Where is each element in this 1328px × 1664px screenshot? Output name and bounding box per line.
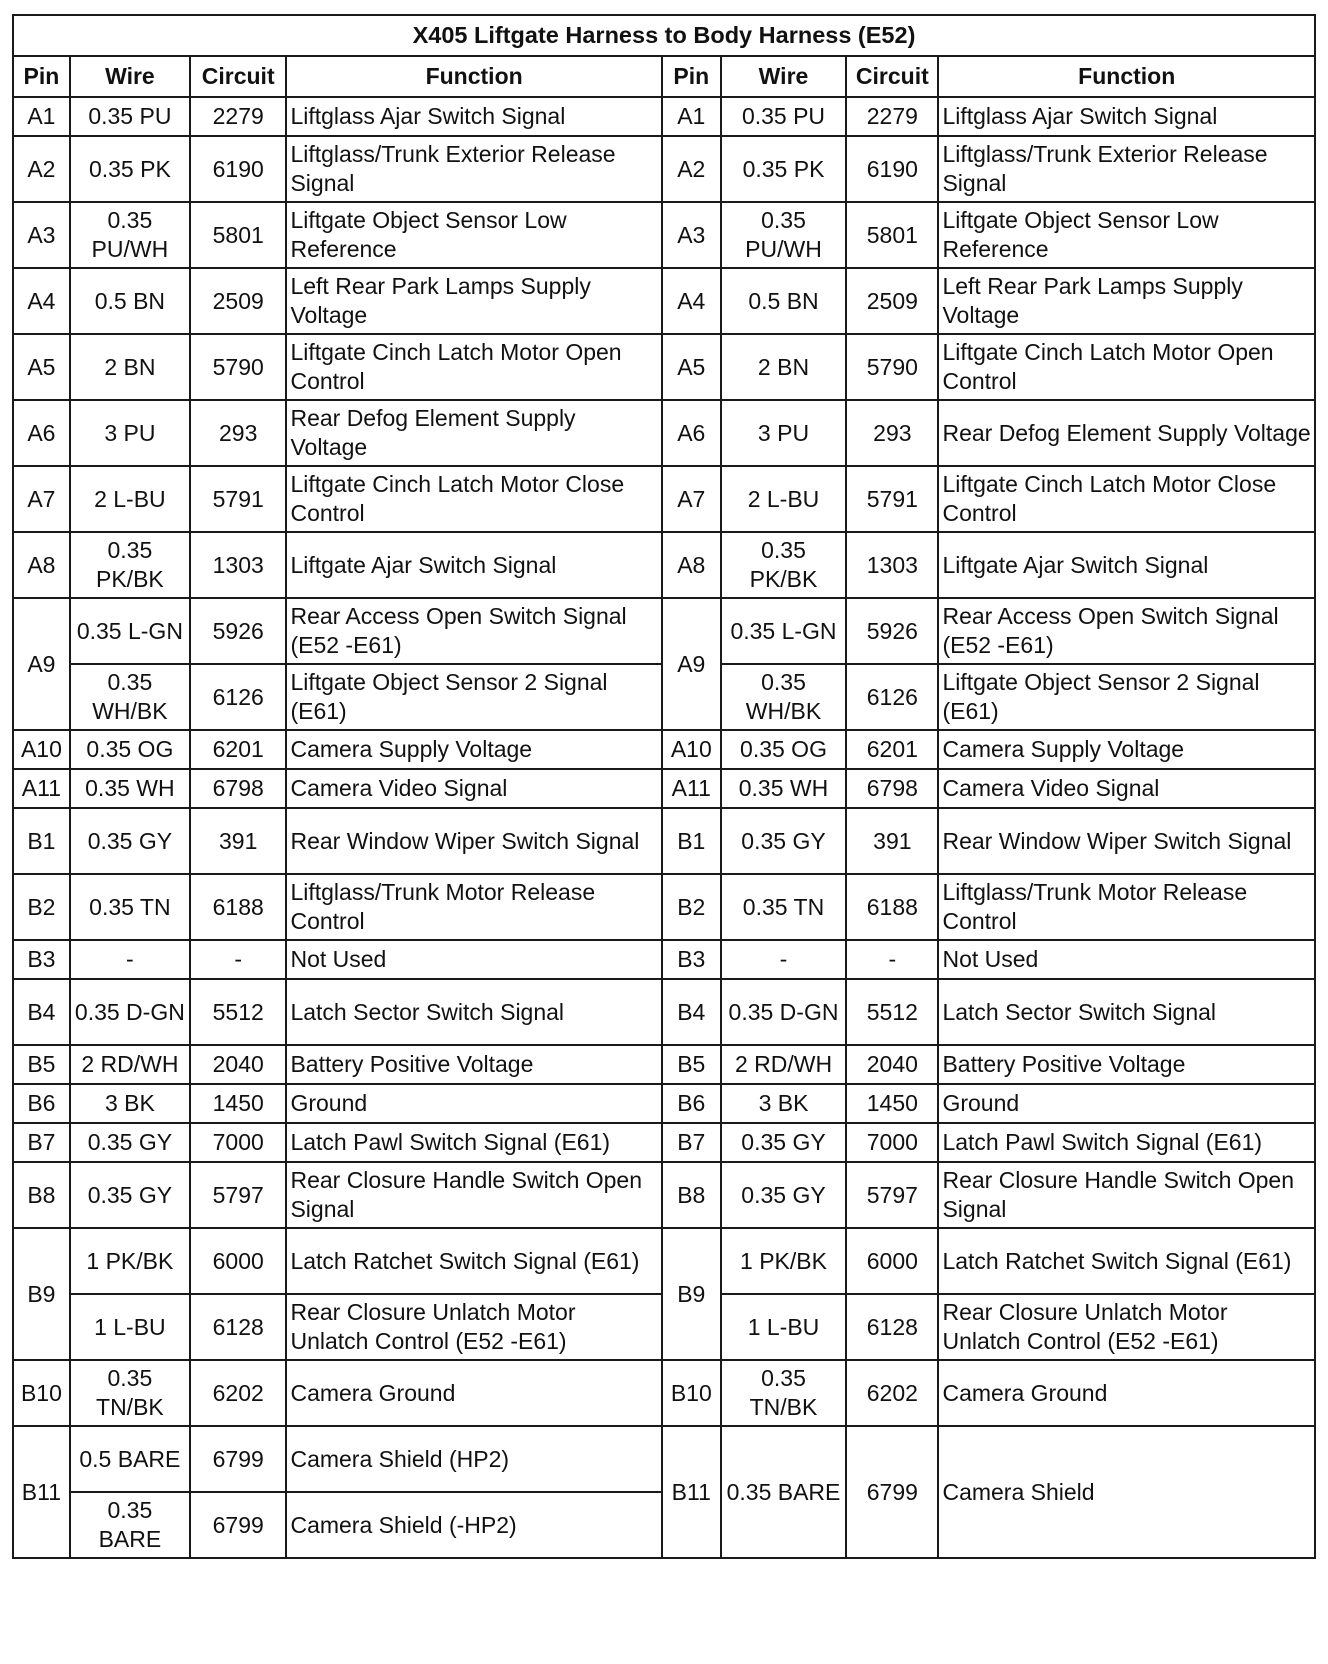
pin-cell: A4 [662,268,721,334]
pin-cell: B1 [13,808,70,874]
wire-cell: 1 PK/BK [721,1228,846,1294]
circuit-cell: - [846,940,938,979]
function-cell: Liftgate Cinch Latch Motor Open Control [938,334,1315,400]
table-row [13,1426,1315,1492]
wire-cell: 0.35 GY [70,1123,190,1162]
pin-cell: B4 [13,979,70,1045]
table-row [13,136,1315,202]
function-cell: Camera Shield (-HP2) [286,1492,661,1558]
pin-cell: A2 [662,136,721,202]
pin-cell: B1 [662,808,721,874]
table-row [13,1084,1315,1123]
circuit-cell: 6798 [846,769,938,808]
circuit-cell: 6202 [190,1360,287,1426]
wire-cell: 0.35 GY [721,808,846,874]
circuit-cell: 5797 [846,1162,938,1228]
wire-cell: 2 RD/WH [70,1045,190,1084]
wire-cell: 0.35 GY [70,808,190,874]
circuit-cell: 6000 [190,1228,287,1294]
pin-cell: B10 [662,1360,721,1426]
circuit-cell: 5790 [846,334,938,400]
function-cell: Liftgate Cinch Latch Motor Close Control [938,466,1315,532]
pin-cell: A9 [662,598,721,730]
wire-cell: 0.35 D-GN [70,979,190,1045]
pin-cell: A9 [13,598,70,730]
function-cell: Rear Defog Element Supply Voltage [938,400,1315,466]
function-cell: Latch Pawl Switch Signal (E61) [938,1123,1315,1162]
wire-cell: 2 L-BU [721,466,846,532]
table-row [13,874,1315,940]
circuit-cell: 6202 [846,1360,938,1426]
circuit-cell: 6201 [190,730,287,769]
wire-cell: 3 PU [721,400,846,466]
wire-cell: 3 BK [721,1084,846,1123]
function-cell: Camera Ground [286,1360,661,1426]
function-cell: Latch Sector Switch Signal [938,979,1315,1045]
circuit-cell: 2509 [190,268,287,334]
pin-cell: A3 [13,202,70,268]
pin-cell: A6 [13,400,70,466]
wire-cell: 1 PK/BK [70,1228,190,1294]
function-cell: Liftglass/Trunk Exterior Release Signal [286,136,661,202]
function-cell: Not Used [938,940,1315,979]
pin-cell: A2 [13,136,70,202]
function-cell: Liftglass/Trunk Motor Release Control [286,874,661,940]
function-cell: Liftgate Ajar Switch Signal [938,532,1315,598]
pin-cell: A5 [662,334,721,400]
wire-cell: 2 BN [721,334,846,400]
wire-cell: 0.35 L-GN [70,598,190,664]
pin-cell: A7 [662,466,721,532]
function-cell: Camera Video Signal [938,769,1315,808]
wire-cell: 3 BK [70,1084,190,1123]
function-cell: Rear Closure Unlatch Motor Unlatch Control (E52 -E61) [286,1294,661,1360]
pin-cell: B7 [662,1123,721,1162]
pin-cell: B9 [13,1228,70,1360]
function-cell: Left Rear Park Lamps Supply Voltage [286,268,661,334]
pin-cell: B6 [662,1084,721,1123]
wire-cell: 0.35 TN [70,874,190,940]
function-cell: Camera Supply Voltage [286,730,661,769]
circuit-cell: 6128 [846,1294,938,1360]
circuit-cell: 1303 [846,532,938,598]
table-row [13,940,1315,979]
circuit-cell: 2279 [846,97,938,136]
header-pin-right: Pin [662,56,721,97]
function-cell: Camera Ground [938,1360,1315,1426]
circuit-cell: 2279 [190,97,287,136]
pin-cell: A1 [662,97,721,136]
function-cell: Latch Ratchet Switch Signal (E61) [286,1228,661,1294]
circuit-cell: 5791 [846,466,938,532]
pin-cell: B3 [13,940,70,979]
pin-cell: B11 [662,1426,721,1558]
header-wire-left: Wire [70,56,190,97]
wire-cell: 2 L-BU [70,466,190,532]
pin-cell: A8 [13,532,70,598]
circuit-cell: 6190 [190,136,287,202]
pin-cell: B2 [662,874,721,940]
circuit-cell: - [190,940,287,979]
function-cell: Liftgate Object Sensor 2 Signal (E61) [938,664,1315,730]
wire-cell: 0.5 BN [721,268,846,334]
pin-cell: B6 [13,1084,70,1123]
pin-cell: B8 [13,1162,70,1228]
pin-cell: A3 [662,202,721,268]
document-page [12,14,1316,1559]
circuit-cell: 7000 [190,1123,287,1162]
function-cell: Latch Sector Switch Signal [286,979,661,1045]
wire-cell: 0.35 GY [70,1162,190,1228]
circuit-cell: 6190 [846,136,938,202]
wire-cell: 0.35 BARE [70,1492,190,1558]
function-cell: Left Rear Park Lamps Supply Voltage [938,268,1315,334]
circuit-cell: 293 [846,400,938,466]
wire-cell: 0.5 BARE [70,1426,190,1492]
function-cell: Rear Closure Handle Switch Open Signal [938,1162,1315,1228]
wire-cell: 0.35 PU/WH [70,202,190,268]
function-cell: Liftgate Cinch Latch Motor Open Control [286,334,661,400]
table-row [13,769,1315,808]
circuit-cell: 6188 [846,874,938,940]
function-cell: Rear Access Open Switch Signal (E52 -E61) [286,598,661,664]
wire-cell: 3 PU [70,400,190,466]
function-cell: Latch Pawl Switch Signal (E61) [286,1123,661,1162]
function-cell: Camera Video Signal [286,769,661,808]
wire-cell: - [721,940,846,979]
table-row [13,1162,1315,1228]
function-cell: Ground [286,1084,661,1123]
pin-cell: A10 [662,730,721,769]
table-row [13,1228,1315,1294]
circuit-cell: 2509 [846,268,938,334]
circuit-cell: 6188 [190,874,287,940]
circuit-cell: 6126 [846,664,938,730]
header-pin-left: Pin [13,56,70,97]
pin-cell: B5 [13,1045,70,1084]
function-cell: Liftglass/Trunk Motor Release Control [938,874,1315,940]
table-row [13,598,1315,664]
circuit-cell: 1303 [190,532,287,598]
wire-cell: 1 L-BU [70,1294,190,1360]
wire-cell: 0.35 PU/WH [721,202,846,268]
table-row [13,730,1315,769]
wire-cell: 0.35 L-GN [721,598,846,664]
pin-cell: A11 [662,769,721,808]
header-wire-right: Wire [721,56,846,97]
table-row [13,334,1315,400]
table-row [13,1123,1315,1162]
function-cell: Latch Ratchet Switch Signal (E61) [938,1228,1315,1294]
header-circuit-left: Circuit [190,56,287,97]
circuit-cell: 391 [846,808,938,874]
wire-cell: 0.35 PU [70,97,190,136]
circuit-cell: 2040 [846,1045,938,1084]
table-row [13,808,1315,874]
column-header-row [13,56,1315,97]
wire-cell: 0.35 WH [721,769,846,808]
pin-cell: B2 [13,874,70,940]
function-cell: Rear Window Wiper Switch Signal [938,808,1315,874]
function-cell: Rear Access Open Switch Signal (E52 -E61) [938,598,1315,664]
wire-cell: 2 BN [70,334,190,400]
function-cell: Liftglass/Trunk Exterior Release Signal [938,136,1315,202]
wire-cell: - [70,940,190,979]
pin-cell: A6 [662,400,721,466]
wire-cell: 0.35 PK/BK [70,532,190,598]
circuit-cell: 5797 [190,1162,287,1228]
pin-cell: B3 [662,940,721,979]
wire-cell: 0.35 GY [721,1162,846,1228]
circuit-cell: 5791 [190,466,287,532]
title-row [13,15,1315,56]
pin-cell: A10 [13,730,70,769]
circuit-cell: 391 [190,808,287,874]
wire-cell: 2 RD/WH [721,1045,846,1084]
table-title: X405 Liftgate Harness to Body Harness (E52) [13,15,1315,56]
wire-cell: 0.35 WH/BK [70,664,190,730]
connector-pinout-table [12,14,1316,1559]
table-row [13,532,1315,598]
wire-cell: 0.35 WH [70,769,190,808]
pin-cell: B7 [13,1123,70,1162]
circuit-cell: 5926 [846,598,938,664]
circuit-cell: 6000 [846,1228,938,1294]
circuit-cell: 7000 [846,1123,938,1162]
circuit-cell: 6126 [190,664,287,730]
circuit-cell: 293 [190,400,287,466]
function-cell: Rear Closure Handle Switch Open Signal [286,1162,661,1228]
wire-cell: 0.35 TN/BK [70,1360,190,1426]
function-cell: Liftgate Cinch Latch Motor Close Control [286,466,661,532]
table-row [13,466,1315,532]
circuit-cell: 5801 [190,202,287,268]
function-cell: Liftglass Ajar Switch Signal [938,97,1315,136]
pin-cell: B10 [13,1360,70,1426]
header-function-right: Function [938,56,1315,97]
function-cell: Camera Shield [938,1426,1315,1558]
wire-cell: 0.35 PK [70,136,190,202]
circuit-cell: 6798 [190,769,287,808]
header-circuit-right: Circuit [846,56,938,97]
function-cell: Battery Positive Voltage [286,1045,661,1084]
pin-cell: B11 [13,1426,70,1558]
pin-cell: A5 [13,334,70,400]
pin-cell: A1 [13,97,70,136]
circuit-cell: 5790 [190,334,287,400]
circuit-cell: 2040 [190,1045,287,1084]
table-row [13,1045,1315,1084]
wire-cell: 0.35 OG [721,730,846,769]
table-row [13,1360,1315,1426]
pin-cell: A4 [13,268,70,334]
table-row [13,268,1315,334]
pin-cell: B4 [662,979,721,1045]
circuit-cell: 5926 [190,598,287,664]
circuit-cell: 6799 [190,1492,287,1558]
wire-cell: 0.35 TN [721,874,846,940]
function-cell: Liftgate Object Sensor 2 Signal (E61) [286,664,661,730]
table-row [13,97,1315,136]
function-cell: Ground [938,1084,1315,1123]
circuit-cell: 5801 [846,202,938,268]
wire-cell: 0.35 GY [721,1123,846,1162]
function-cell: Liftgate Object Sensor Low Reference [286,202,661,268]
circuit-cell: 6128 [190,1294,287,1360]
wire-cell: 0.35 PK [721,136,846,202]
function-cell: Rear Defog Element Supply Voltage [286,400,661,466]
function-cell: Liftgate Ajar Switch Signal [286,532,661,598]
circuit-cell: 5512 [846,979,938,1045]
circuit-cell: 1450 [846,1084,938,1123]
wire-cell: 0.35 BARE [721,1426,846,1558]
function-cell: Battery Positive Voltage [938,1045,1315,1084]
table-row [13,202,1315,268]
table-row [13,979,1315,1045]
circuit-cell: 1450 [190,1084,287,1123]
function-cell: Camera Shield (HP2) [286,1426,661,1492]
circuit-cell: 5512 [190,979,287,1045]
wire-cell: 0.5 BN [70,268,190,334]
wire-cell: 0.35 OG [70,730,190,769]
pin-cell: B9 [662,1228,721,1360]
function-cell: Rear Closure Unlatch Motor Unlatch Control (E52 -E61) [938,1294,1315,1360]
circuit-cell: 6201 [846,730,938,769]
pin-cell: B5 [662,1045,721,1084]
wire-cell: 0.35 PU [721,97,846,136]
wire-cell: 1 L-BU [721,1294,846,1360]
function-cell: Liftglass Ajar Switch Signal [286,97,661,136]
pin-cell: A7 [13,466,70,532]
circuit-cell: 6799 [846,1426,938,1558]
wire-cell: 0.35 D-GN [721,979,846,1045]
function-cell: Not Used [286,940,661,979]
pin-cell: B8 [662,1162,721,1228]
function-cell: Liftgate Object Sensor Low Reference [938,202,1315,268]
wire-cell: 0.35 TN/BK [721,1360,846,1426]
function-cell: Rear Window Wiper Switch Signal [286,808,661,874]
header-function-left: Function [286,56,661,97]
wire-cell: 0.35 WH/BK [721,664,846,730]
pin-cell: A8 [662,532,721,598]
function-cell: Camera Supply Voltage [938,730,1315,769]
circuit-cell: 6799 [190,1426,287,1492]
wire-cell: 0.35 PK/BK [721,532,846,598]
pin-cell: A11 [13,769,70,808]
table-row [13,400,1315,466]
